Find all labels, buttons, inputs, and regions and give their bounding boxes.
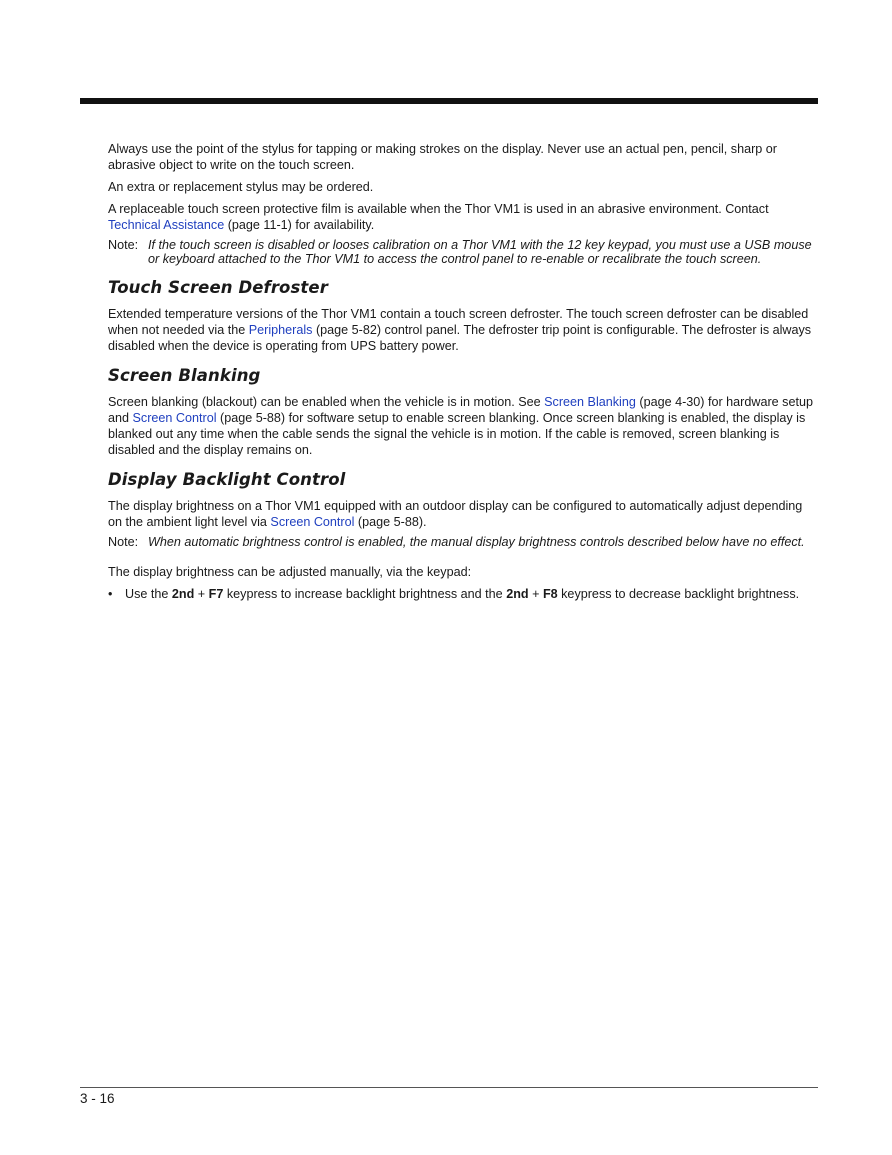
manual-brightness-paragraph: The display brightness can be adjusted manually, via the keypad: [108,564,472,579]
peripherals-link[interactable]: Peripherals [248,323,313,337]
bullet-text: keypress to decrease backlight brightness. [557,586,800,601]
note-text: When automatic brightness control is enabled, the manual display brightness controls described below have no effect. [148,535,805,549]
bullet-text: Use the [125,586,172,601]
brightness-note [108,536,818,550]
key-2nd: 2nd [171,586,195,601]
blanking-text-2: (page 4-30) for hardware setup and [108,395,813,425]
bullet-text: keypress to increase backlight brightness and the [223,586,507,601]
blanking-text-3: (page 5-88) for software setup to enable screen blanking. Once screen blanking is enabled, the display is blanked out any time when the cable sends the signal the vehicle is in motion. If the cable is removed, screen blanking is disabled and the display remains on. [108,411,806,457]
screen-blanking-heading: Screen Blanking [108,366,261,385]
calibration-note [108,239,818,266]
key-2nd: 2nd [506,586,529,601]
protective-film-text-after: (page 11-1) for availability. [224,218,375,232]
stylus-usage-paragraph: Always use the point of the stylus for tapping or making strokes on the display. Never use an actual pen, pencil, sharp or abrasive object to write on the touch screen. [108,142,777,172]
screen-blanking-link[interactable]: Screen Blanking [544,395,636,409]
key-f7: F7 [208,586,224,601]
bullet-text: + [194,586,209,601]
screen-control-link[interactable]: Screen Control [132,411,217,425]
screen-blanking-paragraph [108,394,818,458]
backlight-text-2: (page 5-88). [354,515,427,529]
key-f8: F8 [542,586,558,601]
defroster-paragraph [108,306,818,354]
protective-film-text: A replaceable touch screen protective film is available when the Thor VM1 is used in an abrasive environment. Contact [108,202,769,216]
defroster-text-after: (page 5-82) control panel. The defroster trip point is configurable. The defroster is always disabled when the device is operating from UPS battery power. [108,323,812,353]
note-text: If the touch screen is disabled or looses calibration on a Thor VM1 with the 12 key keypad, you must use a USB mouse or keyboard attached to the Thor VM1 to access the control panel to re-enable or recalibrate the touch screen. [148,238,812,266]
backlight-heading: Display Backlight Control [108,470,346,489]
page-content [108,141,818,602]
footer-rule [80,1087,818,1088]
bullet-text: + [528,586,543,601]
page-number: 3 - 16 [80,1091,115,1106]
replacement-stylus-paragraph: An extra or replacement stylus may be ordered. [108,180,374,194]
backlight-paragraph [108,498,818,530]
note-label: Note: [108,535,139,549]
defroster-text: Extended temperature versions of the Thor VM1 contain a touch screen defroster. The touch screen defroster can be disabled when not needed via the [108,307,809,337]
list-item [108,586,818,602]
note-label: Note: [108,238,139,252]
backlight-text-1: The display brightness on a Thor VM1 equipped with an outdoor display can be configured to automatically adjust depending on the ambient light level via [108,499,803,529]
backlight-screen-control-link[interactable]: Screen Control [270,515,355,529]
blanking-text-1: Screen blanking (blackout) can be enabled when the vehicle is in motion. See [108,395,545,409]
defroster-heading: Touch Screen Defroster [108,278,328,297]
technical-assistance-link[interactable]: Technical Assistance [108,218,225,232]
header-rule [80,98,818,104]
keypress-list [108,586,818,602]
protective-film-paragraph [108,201,818,233]
